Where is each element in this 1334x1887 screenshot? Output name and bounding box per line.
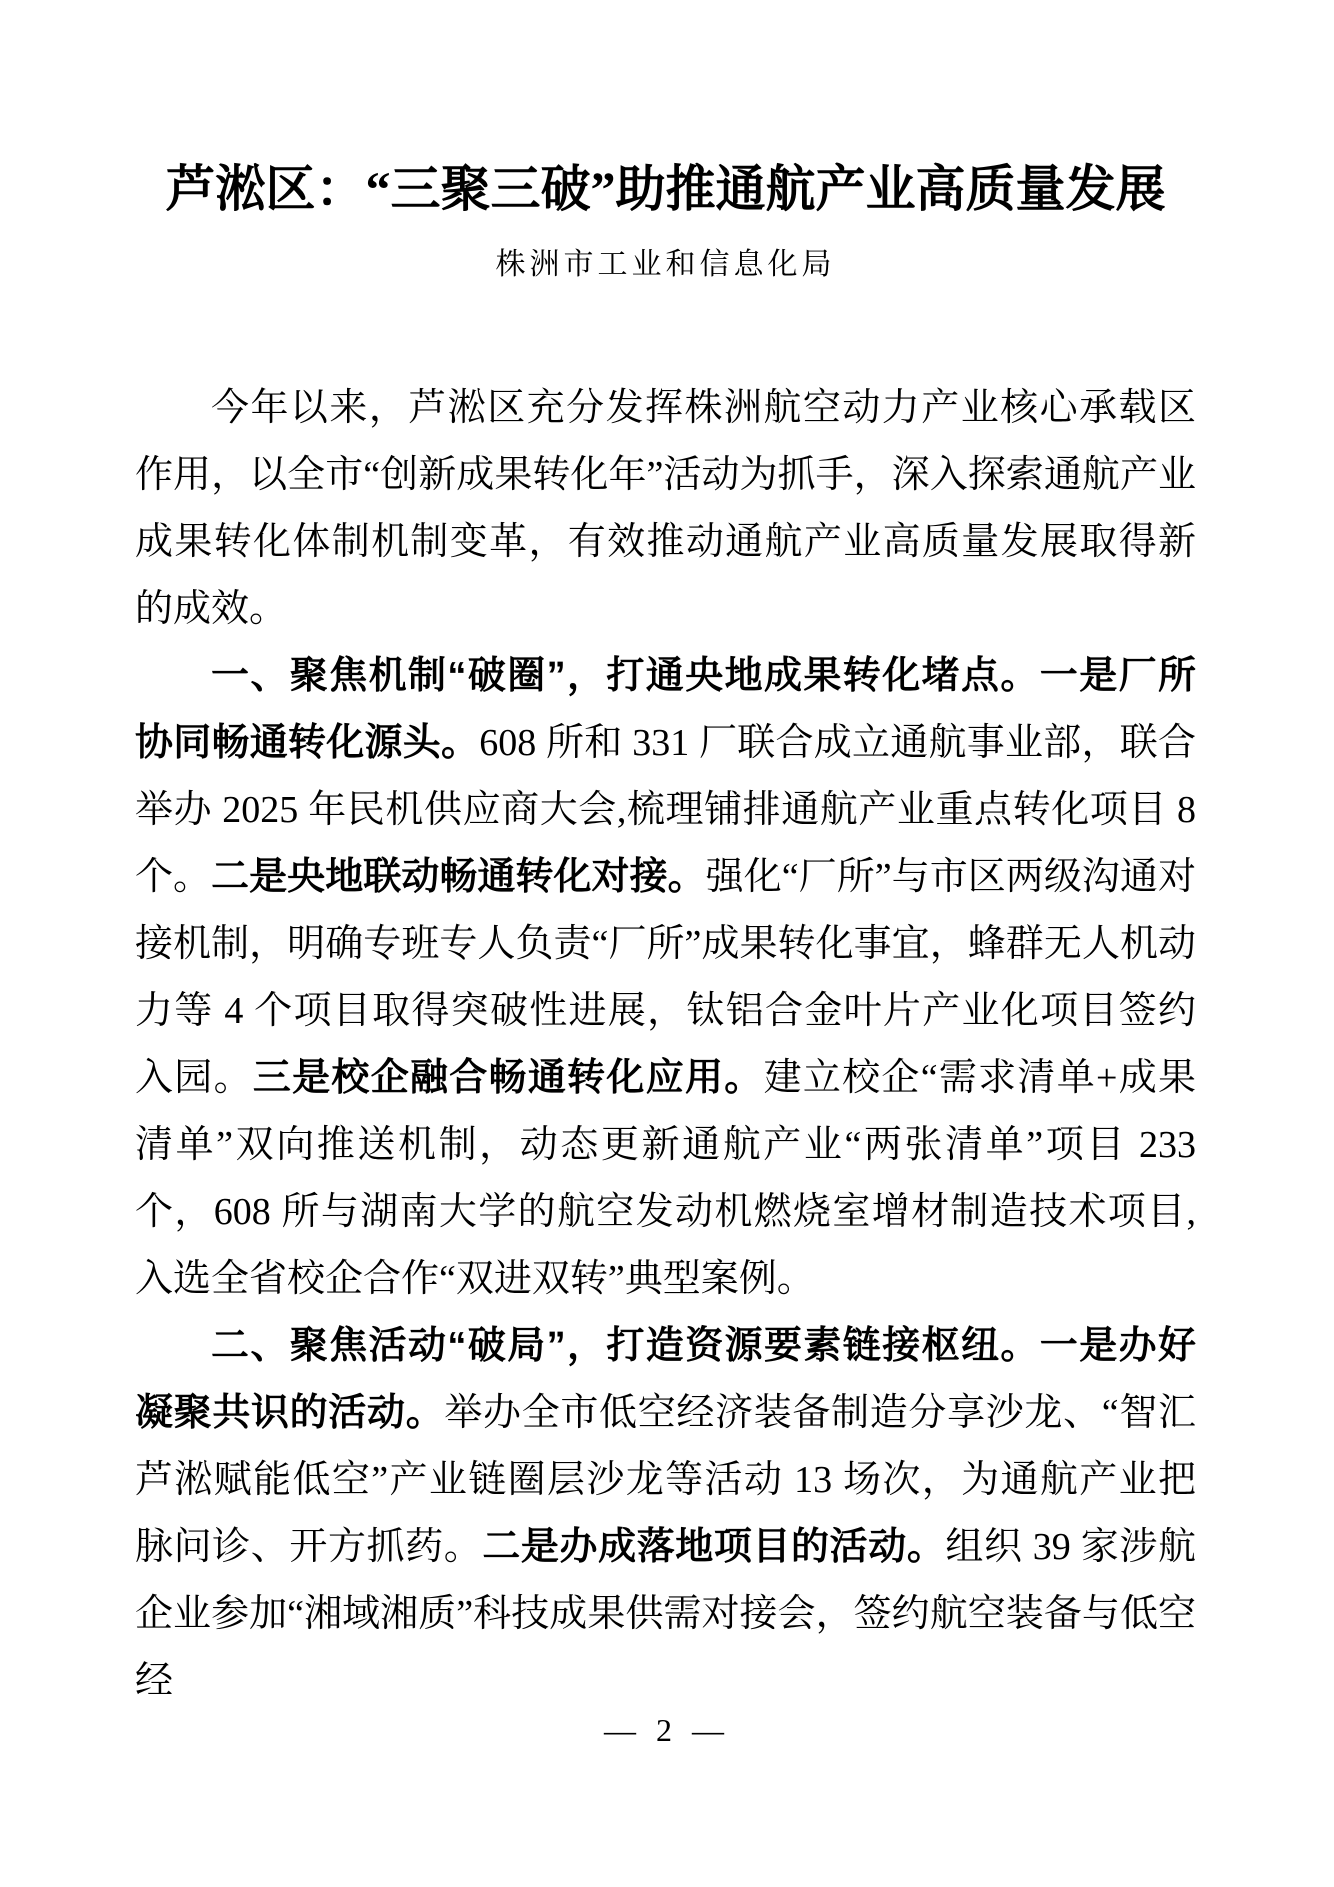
- paragraph: [135, 375, 1196, 643]
- paragraph: [135, 643, 1196, 1313]
- document-title: 芦淞区：“三聚三破”助推通航产业高质量发展: [165, 161, 1166, 217]
- text-run: 今年以来，芦淞区充分发挥株洲航空动力产业核心承载区作用，以全市“创新成果转化年”活动为抓手，深入探索通航产业成果转化体制机制变革，有效推动通航产业高质量发展取得新的成效。: [135, 386, 1196, 630]
- bold-run: 二、聚焦活动“破局”，打造资源要素链接枢纽。一是办好凝聚共识的活动。: [135, 1324, 1196, 1434]
- text-run: 608 所和 331 厂联合成立通航事业部，联合举办 2025 年民机供应商大会,梳理铺排通航产业重点转化项目 8 个。: [135, 721, 1196, 898]
- bold-run: 三是校企融合畅通转化应用。: [252, 1056, 764, 1099]
- document-subtitle: 株洲市工业和信息化局: [495, 247, 836, 281]
- text-run: 强化“厂所”与市区两级沟通对接机制，明确专班专人负责“厂所”成果转化事宜，蜂群无人机动力等 4 个项目取得突破性进展，钛铝合金叶片产业化项目签约入园。: [135, 855, 1196, 1099]
- document-body: [135, 375, 1196, 1715]
- text-run: 组织 39 家涉航企业参加“湘域湘质”科技成果供需对接会，签约航空装备与低空经: [135, 1525, 1196, 1702]
- bold-run: 一、聚焦机制“破圈”，打通央地成果转化堵点。一是厂所协同畅通转化源头。: [135, 654, 1196, 764]
- bold-run: 二是央地联动畅通转化对接。: [211, 855, 706, 898]
- page-number: — 2 —: [604, 1712, 730, 1748]
- text-run: 建立校企“需求清单+成果 清单”双向推送机制，动态更新通航产业“两张清单”项目 233 个，608 所与湖南大学的航空发动机燃烧室增材制造技术项目,入选全省校企合作“双进双转”典型案例。: [135, 1056, 1196, 1300]
- text-run: 举办全市低空经济装备制造分享沙龙、“智汇芦淞赋能低空”产业链圈层沙龙等活动 13 场次，为通航产业把脉问诊、开方抓药。: [135, 1391, 1196, 1568]
- paragraph: [135, 1313, 1196, 1715]
- bold-run: 二是办成落地项目的活动。: [482, 1525, 946, 1568]
